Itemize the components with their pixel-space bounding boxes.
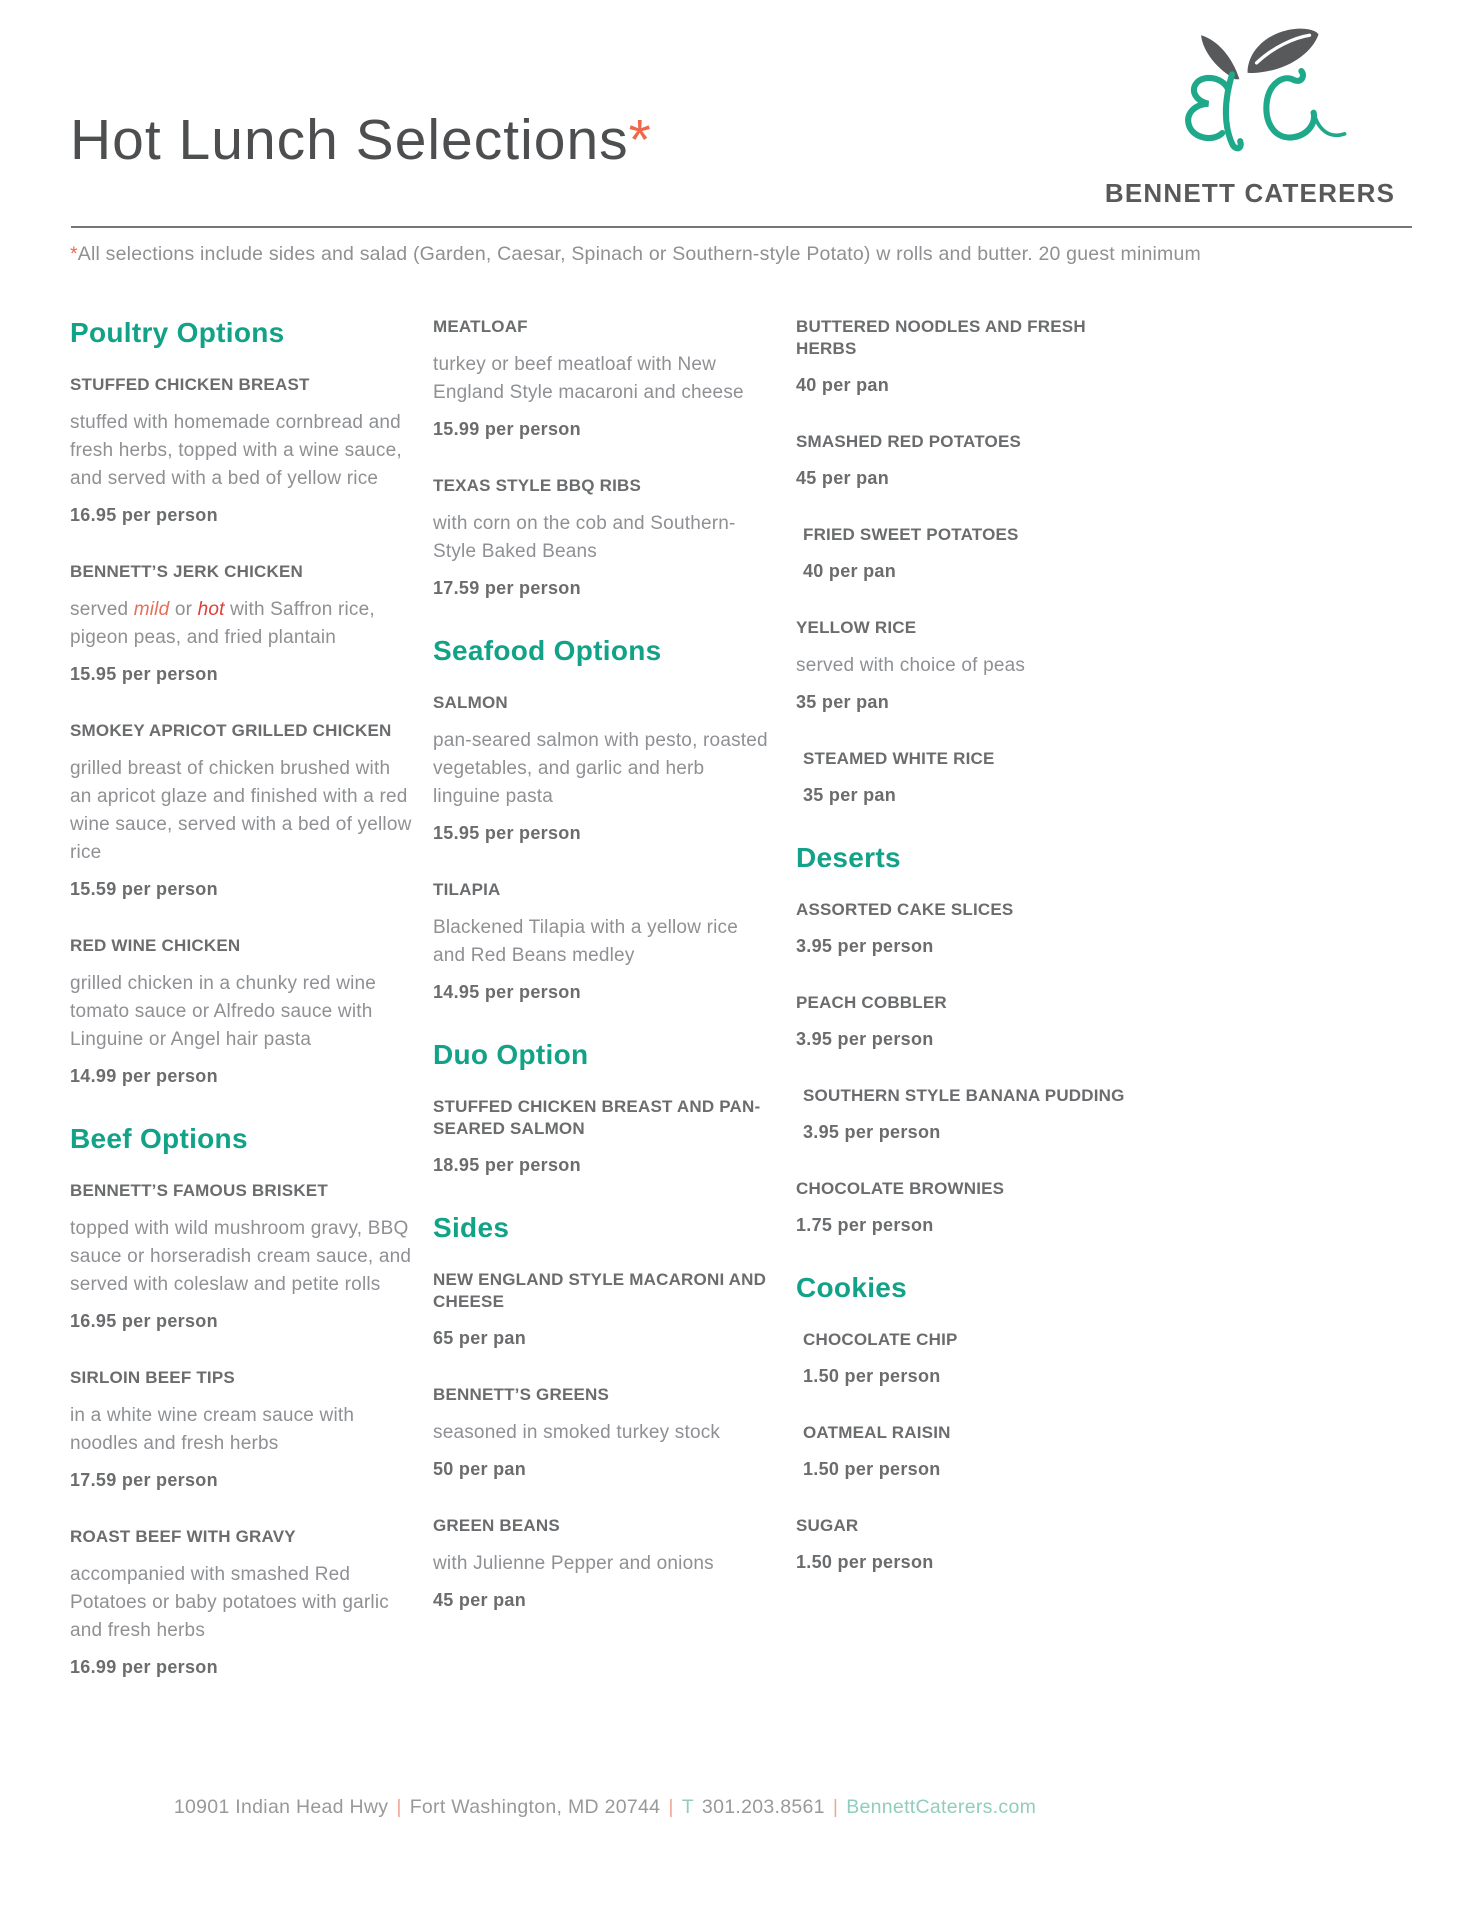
spice-level-hot: hot [197, 599, 225, 620]
menu-column-2 [433, 316, 775, 1713]
item-name: OATMEAL RAISIN [803, 1423, 951, 1442]
item-price: 15.59 per person [70, 879, 218, 899]
item-price: 40 per pan [796, 375, 890, 395]
menu-item [70, 720, 412, 901]
menu-columns [70, 316, 1138, 1713]
item-name: STUFFED CHICKEN BREAST AND PAN-SEARED SALMON [433, 1097, 761, 1138]
menu-item [70, 1367, 412, 1492]
section-heading: Poultry Options [70, 317, 285, 348]
footer-address: 10901 Indian Head Hwy [173, 1796, 389, 1818]
item-name: YELLOW RICE [796, 618, 917, 637]
menu-item [796, 316, 1138, 397]
item-price: 50 per pan [433, 1459, 527, 1479]
item-name: NEW ENGLAND STYLE MACARONI AND CHEESE [433, 1270, 767, 1311]
item-name: CHOCOLATE CHIP [803, 1330, 958, 1349]
menu-column-1 [70, 316, 412, 1713]
item-price: 3.95 per person [796, 936, 934, 956]
item-price: 45 per pan [433, 1590, 527, 1610]
menu-item [796, 431, 1138, 490]
menu-item [796, 1329, 1138, 1388]
item-name: TILAPIA [433, 880, 501, 899]
item-name: CHOCOLATE BROWNIES [796, 1179, 1005, 1198]
item-price: 3.95 per person [796, 1029, 934, 1049]
item-name: BUTTERED NOODLES AND FRESH HERBS [796, 317, 1086, 358]
item-name: GREEN BEANS [433, 1516, 560, 1535]
description-text: with Saffron rice, pigeon peas, and fried plantain [70, 599, 375, 648]
item-name: STUFFED CHICKEN BREAST [70, 375, 310, 394]
item-description: in a white wine cream sauce with noodles and fresh herbs [70, 1405, 355, 1454]
item-price: 65 per pan [433, 1328, 527, 1348]
item-description: accompanied with smashed Red Potatoes or baby potatoes with garlic and fresh herbs [70, 1564, 389, 1641]
item-price: 1.50 per person [803, 1366, 941, 1386]
item-price: 18.95 per person [433, 1155, 581, 1175]
item-name: BENNETT’S GREENS [433, 1385, 610, 1404]
item-name: BENNETT’S FAMOUS BRISKET [70, 1181, 328, 1200]
section-heading: Duo Option [433, 1039, 589, 1070]
item-name: TEXAS STYLE BBQ RIBS [433, 476, 642, 495]
section-heading: Cookies [796, 1272, 908, 1303]
item-name: SALMON [433, 693, 508, 712]
footer-website: BennettCaterers.com [846, 1796, 1037, 1818]
footer-city: Fort Washington, MD 20744 [409, 1796, 661, 1818]
item-name: SIRLOIN BEEF TIPS [70, 1368, 235, 1387]
menu-item [796, 1178, 1138, 1237]
item-description: with corn on the cob and Southern-Style Baked Beans [433, 513, 736, 562]
menu-item [433, 1096, 775, 1177]
section-heading: Seafood Options [433, 635, 662, 666]
item-name: PEACH COBBLER [796, 993, 947, 1012]
brand-logo [1082, 22, 1418, 209]
menu-item [70, 935, 412, 1088]
menu-item [796, 617, 1138, 714]
item-price: 40 per pan [803, 561, 897, 581]
item-name: STEAMED WHITE RICE [803, 749, 995, 768]
footer-separator: | [832, 1796, 839, 1818]
menu-item [433, 1515, 775, 1612]
section-heading: Sides [433, 1212, 510, 1243]
menu-item [433, 692, 775, 845]
item-price: 45 per pan [796, 468, 890, 488]
item-description: seasoned in smoked turkey stock [433, 1422, 721, 1443]
item-price: 16.95 per person [70, 1311, 218, 1331]
title-asterisk: * [628, 108, 652, 172]
item-price: 16.95 per person [70, 505, 218, 525]
item-price: 1.50 per person [803, 1459, 941, 1479]
item-price: 1.50 per person [796, 1552, 934, 1572]
footer-phone: 301.203.8561 [701, 1796, 825, 1818]
item-price: 35 per pan [796, 692, 890, 712]
menu-item [796, 992, 1138, 1051]
menu-item [796, 899, 1138, 958]
spice-level-mild: mild [133, 599, 170, 620]
item-name: SMASHED RED POTATOES [796, 432, 1022, 451]
item-price: 17.59 per person [70, 1470, 218, 1490]
page-title-text: Hot Lunch Selections [70, 108, 629, 172]
item-name: ASSORTED CAKE SLICES [796, 900, 1014, 919]
item-name: ROAST BEEF WITH GRAVY [70, 1527, 296, 1546]
item-price: 35 per pan [803, 785, 897, 805]
item-description: served with choice of peas [796, 655, 1026, 676]
title-divider [71, 226, 1412, 228]
bc-monogram-icon [1144, 22, 1356, 174]
item-price: 15.99 per person [433, 419, 581, 439]
item-description: Blackened Tilapia with a yellow rice and Red Beans medley [433, 917, 739, 966]
item-price: 1.75 per person [796, 1215, 934, 1235]
subtitle-asterisk: * [70, 243, 78, 265]
item-description: turkey or beef meatloaf with New England Style macaroni and cheese [433, 354, 744, 403]
footer-separator: | [668, 1796, 674, 1818]
menu-item [796, 1422, 1138, 1481]
item-description: pan-seared salmon with pesto, roasted vegetables, and garlic and herb linguine pasta [433, 730, 768, 807]
description-text: or [169, 599, 198, 620]
menu-item [433, 879, 775, 1004]
menu-item [70, 1526, 412, 1679]
subtitle-text: All selections include sides and salad (Garden, Caesar, Spinach or Southern-style Potato) w rolls and butter. 20 guest minimum [77, 243, 1201, 265]
menu-item [433, 316, 775, 441]
menu-column-3 [796, 316, 1138, 1713]
item-description: grilled chicken in a chunky red wine tomato sauce or Alfredo sauce with Linguine or Angel hair pasta [70, 973, 377, 1050]
item-name: MEATLOAF [433, 317, 528, 336]
page-subtitle [70, 243, 1201, 266]
item-description [70, 596, 412, 652]
item-description: topped with wild mushroom gravy, BBQ sauce or horseradish cream sauce, and served with coleslaw and petite rolls [70, 1218, 412, 1295]
item-price: 3.95 per person [803, 1122, 941, 1142]
footer [70, 1796, 1140, 1819]
footer-phone-prefix: T [681, 1796, 694, 1818]
item-price: 15.95 per person [70, 664, 218, 684]
item-description: with Julienne Pepper and onions [433, 1553, 714, 1574]
item-price: 15.95 per person [433, 823, 581, 843]
menu-item [70, 1180, 412, 1333]
menu-item [796, 1085, 1138, 1144]
menu-item [70, 374, 412, 527]
item-description: grilled breast of chicken brushed with an apricot glaze and finished with a red wine sauce, served with a bed of yellow rice [70, 758, 412, 863]
item-price: 17.59 per person [433, 578, 581, 598]
footer-separator: | [396, 1796, 402, 1818]
item-name: RED WINE CHICKEN [70, 936, 241, 955]
section-heading: Beef Options [70, 1123, 248, 1154]
item-name: SMOKEY APRICOT GRILLED CHICKEN [70, 721, 392, 740]
item-name: BENNETT’S JERK CHICKEN [70, 562, 303, 581]
menu-item [70, 561, 412, 686]
section-heading: Deserts [796, 842, 901, 873]
menu-item [433, 1269, 775, 1350]
menu-item [796, 1515, 1138, 1574]
description-text: served [70, 599, 134, 620]
menu-item [796, 524, 1138, 583]
item-price: 14.99 per person [70, 1066, 218, 1086]
page-title [70, 108, 652, 172]
menu-item [433, 1384, 775, 1481]
menu-item [796, 748, 1138, 807]
menu-item [433, 475, 775, 600]
brand-name: BENNETT CATERERS [1104, 178, 1396, 208]
item-price: 16.99 per person [70, 1657, 218, 1677]
item-price: 14.95 per person [433, 982, 581, 1002]
item-name: SOUTHERN STYLE BANANA PUDDING [803, 1086, 1125, 1105]
item-name: SUGAR [796, 1516, 859, 1535]
item-description: stuffed with homemade cornbread and fresh herbs, topped with a wine sauce, and served with a bed of yellow rice [70, 412, 402, 489]
item-name: FRIED SWEET POTATOES [803, 525, 1019, 544]
